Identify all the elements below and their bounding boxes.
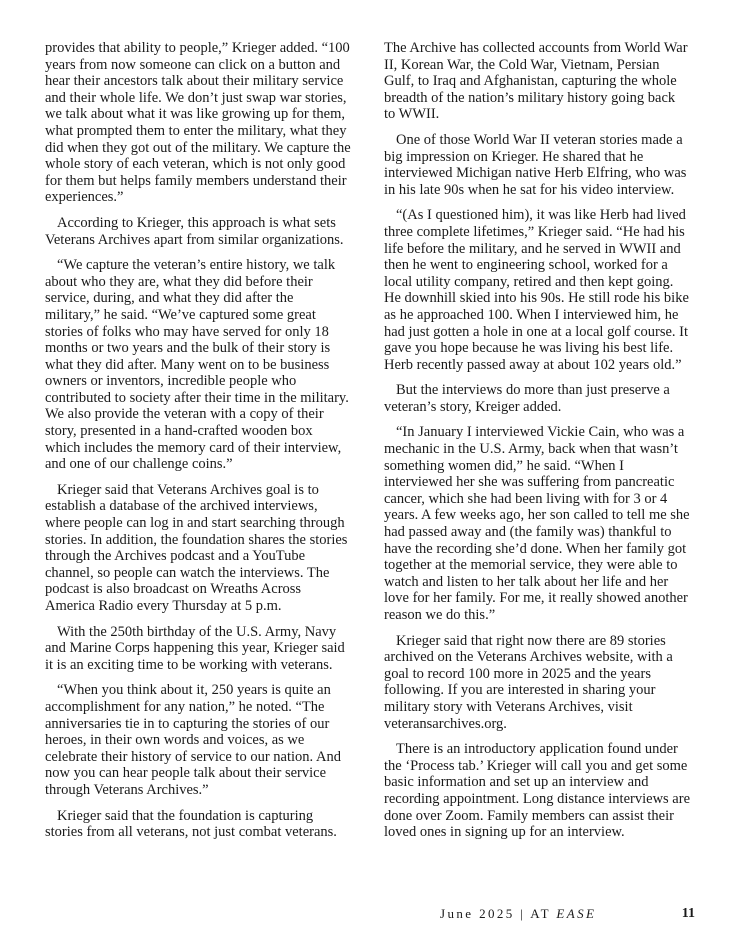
paragraph: Krieger said that the foundation is capturing stories from all veterans, not just combat veterans. — [45, 807, 337, 841]
paragraph: But the interviews do more than just preserve a veteran’s story, Kreiger added. — [384, 382, 670, 415]
paragraph: “In January I interviewed Vickie Cain, who was a mechanic in the U.S. Army, back when that wasn’t something women did,” he said. “When I interviewed her she was suffering from pancreatic cancer, which she had been living with for 3 or 4 years. A few weeks ago, her son called to tell me she had passed away and (the family was) thankful to have the recording she’d done. When her family got together at the memorial service, they were able to watch and listen to her talk about her life and her love for her family. For me, it really showed another reason we do this.” — [384, 424, 690, 623]
page-number: 11 — [681, 906, 695, 921]
paragraph: provides that ability to people,” Krieger added. “100 years from now someone can click on a button and hear their ancestors talk about their military service and their whole life. We don’t just swap war stories, we talk about what it was like growing up for them, what prompted them to enter the military, what they did when they got out of the military. We capture the whole story of each veteran, which is not only good for them but helps family members understand their experiences.” — [45, 40, 351, 206]
paragraph: According to Krieger, this approach is what sets Veterans Archives apart from similar organizations. — [45, 214, 344, 248]
issue-date: June 2025 — [440, 906, 515, 921]
paragraph: Krieger said that Veterans Archives goal is to establish a database of the archived interviews, where people can log in and start searching through stories. In addition, the foundation shares the stories through the Archives podcast and a YouTube channel, so people can watch the interviews. The podcast is also broadcast on Wreaths Across America Radio every Thursday at 5 p.m. — [45, 481, 348, 614]
paragraph: Krieger said that right now there are 89 stories archived on the Veterans Archives website, with a goal to record 100 more in 2025 and the years following. If you are interested in sharing your military story with Veterans Archives, visit veteransarchives.org. — [384, 632, 673, 732]
paragraph: One of those World War II veteran stories made a big impression on Krieger. He shared that he interviewed Michigan native Herb Elfring, who was in his late 90s when he sat for his video interview. — [384, 131, 687, 198]
article-left-column — [45, 40, 351, 850]
magazine-prefix: AT — [530, 906, 551, 921]
footer-separator: | — [520, 906, 526, 921]
page-footer — [440, 906, 695, 922]
paragraph: The Archive has collected accounts from World War II, Korean War, the Cold War, Vietnam, Persian Gulf, to Iraq and Afghanistan, capturing the whole breadth of the nation’s military history going back to WWII. — [384, 40, 688, 123]
article-right-column — [384, 40, 690, 850]
paragraph: “When you think about it, 250 years is quite an accomplishment for any nation,” he noted. “The anniversaries tie in to capturing the stories of our heroes, in their own words and voices, as we celebrate their history of service to our nation. And now you can hear people talk about their service through Veterans Archives.” — [45, 682, 341, 798]
paragraph: “(As I questioned him), it was like Herb had lived three complete lifetimes,” Krieger said. “He had his life before the military, and he served in WWII and then he went to engineering school, worked for a local utility company, retired and then kept going. He downhill skied into his 90s. He still rode his bike as he approached 100. When I interviewed him, he had just gotten a hole in one at a local golf course. It gave you hope because he was living his best life. Herb recently passed away at about 102 years old.” — [384, 207, 689, 373]
paragraph: “We capture the veteran’s entire history, we talk about who they are, what they did before their service, during, and what they did after the military,” he said. “We’ve captured some great stories of folks who may have served for only 18 months or two years and the bulk of their story is what they did after. Many went on to be business owners or inventors, incredible people who contributed to society after their time in the military. We also provide the veteran with a copy of their story, presented in a hand-crafted wooden box which includes the memory card of their interview, and one of our challenge coins.” — [45, 257, 349, 473]
paragraph: With the 250th birthday of the U.S. Army, Navy and Marine Corps happening this year, Krieger said it is an exciting time to be working with veterans. — [45, 623, 345, 673]
paragraph: There is an introductory application found under the ‘Process tab.’ Krieger will call you and get some basic information and set up an interview and recording appointment. Long distance interviews are done over Zoom. Family members can assist their loved ones in signing up for an interview. — [384, 741, 691, 841]
magazine-name: EASE — [556, 906, 597, 921]
